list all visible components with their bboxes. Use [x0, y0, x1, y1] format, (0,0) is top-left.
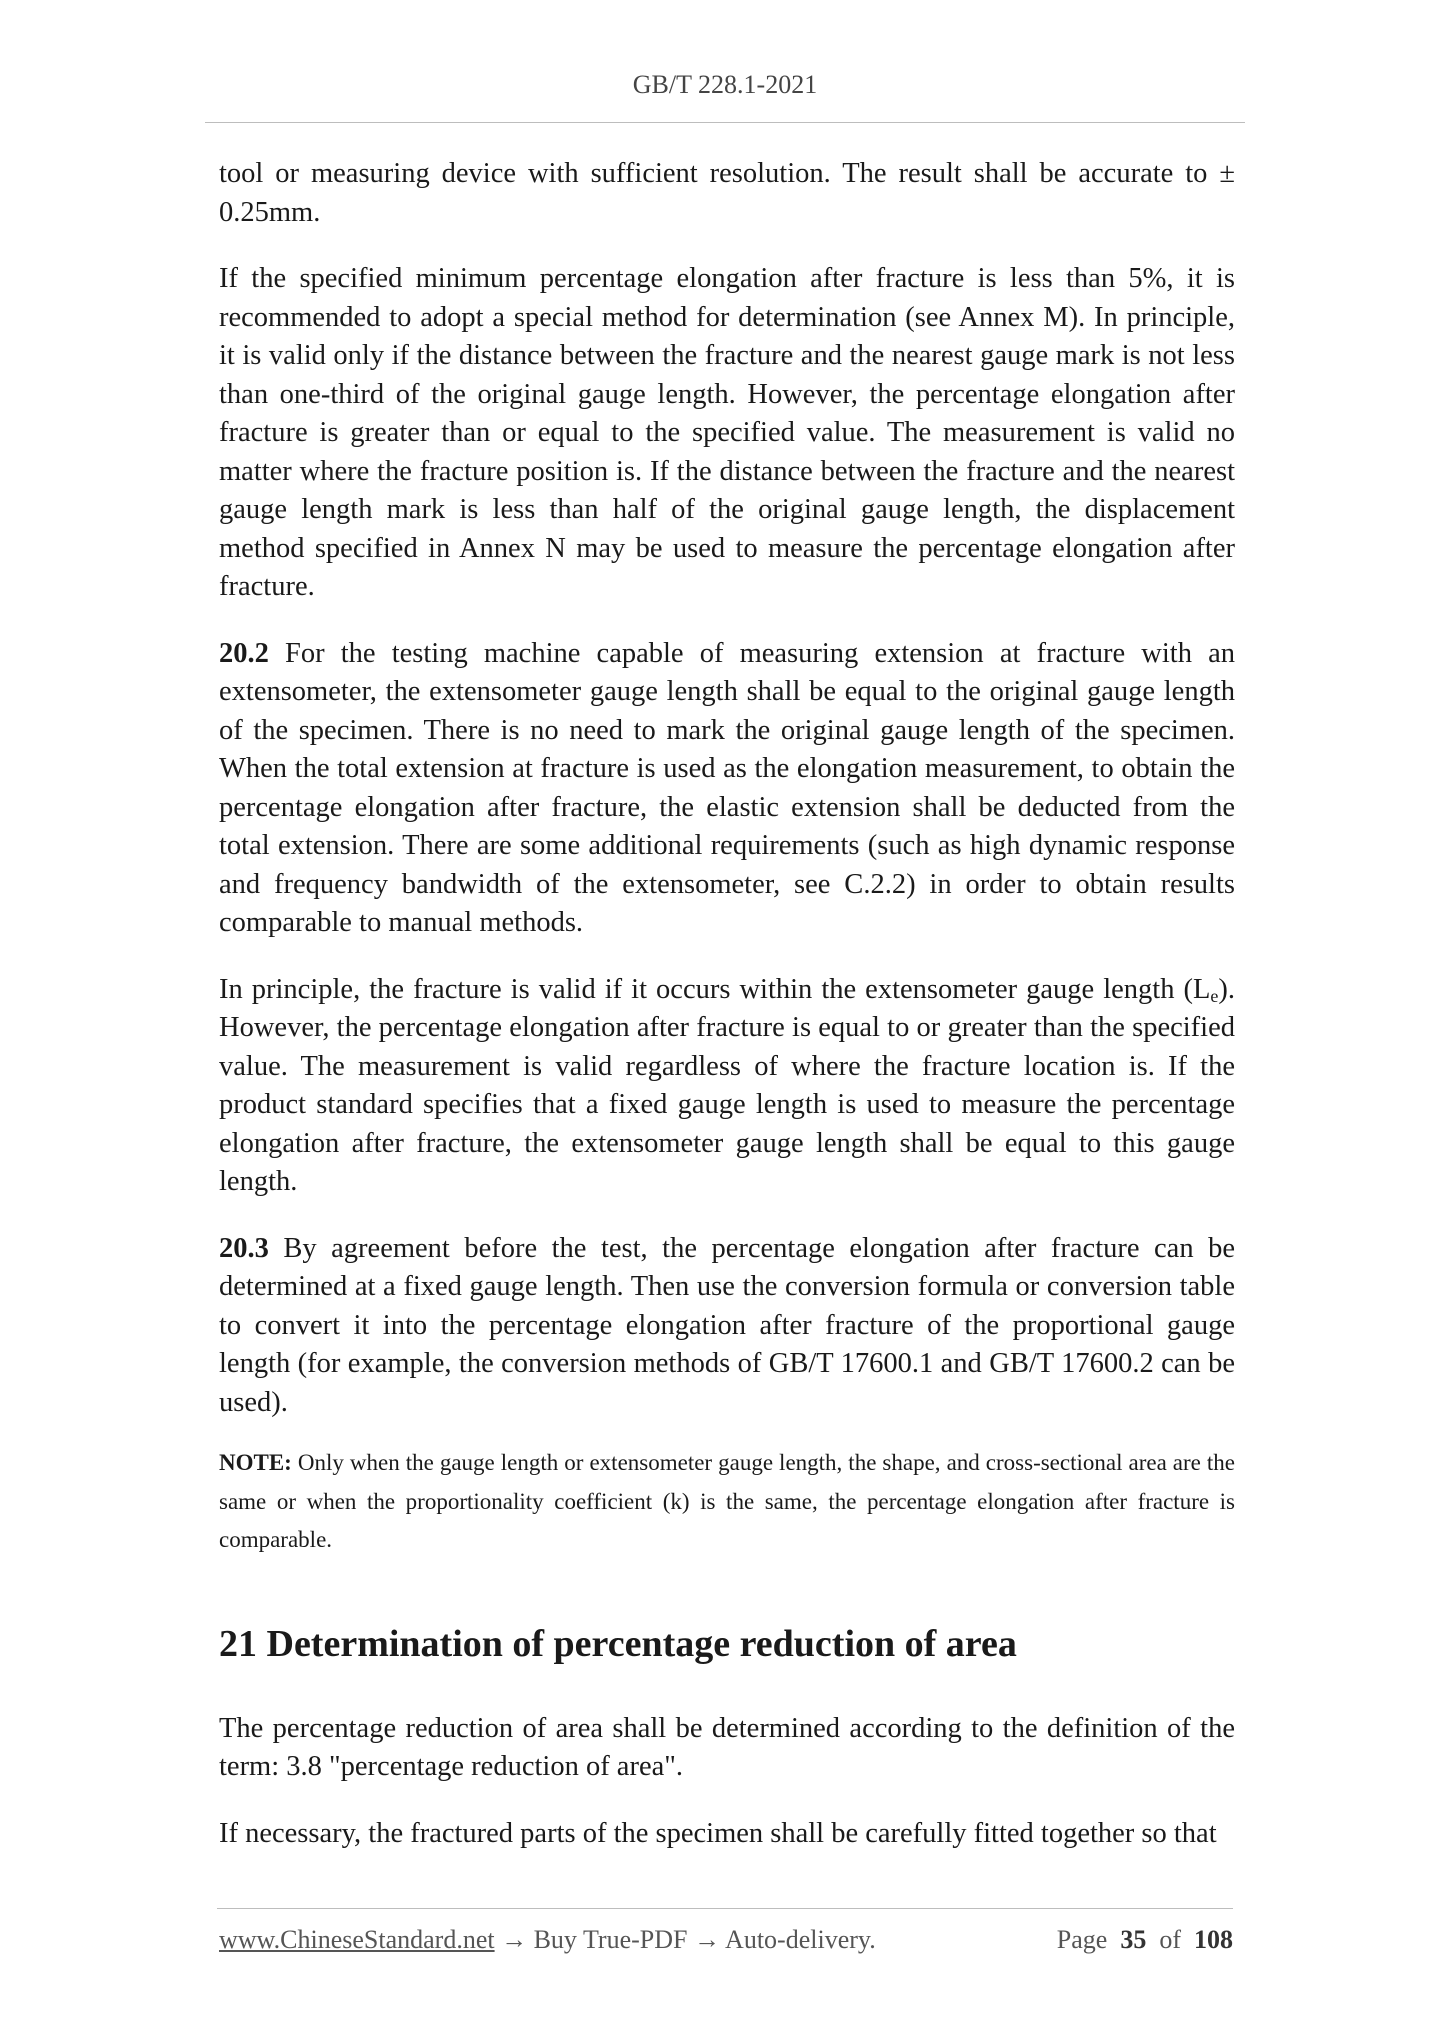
clause-number: 20.3: [219, 1232, 269, 1264]
section-heading: 21 Determination of percentage reduction of area: [219, 1622, 1017, 1665]
site-link[interactable]: www.ChineseStandard.net: [219, 1925, 495, 1954]
footer-left: [219, 1925, 876, 1955]
paragraph-6: The percentage reduction of area shall be determined according to the definition of the term: 3.8 "percentage reduction of area".: [219, 1712, 1235, 1782]
paragraph-20-3: [219, 1230, 1235, 1423]
page-number: 35: [1120, 1925, 1147, 1954]
page-indicator: [1057, 1925, 1233, 1955]
paragraph-4-text-a: In principle, the fracture is valid if it occurs within the extensometer gauge length (L: [219, 973, 1211, 1005]
document-id: GB/T 228.1-2021: [632, 70, 818, 99]
clause-text: By agreement before the test, the percentage elongation after fracture can be determined at a fixed gauge length. Then use the conversion formula or conversion table to convert it into the percentage elongation after fracture of the proportional gauge length (for example, the conversion methods of GB/T 17600.1 and GB/T 17600.2 can be used).: [219, 1232, 1235, 1418]
footer-divider: [217, 1908, 1233, 1909]
paragraph-4: [219, 971, 1235, 1202]
clause-text: For the testing machine capable of measuring extension at fracture with an extensometer, the extensometer gauge length shall be equal to the original gauge length of the specimen. There is no need to mark the original gauge length of the specimen. When the total extension at fracture is used as the elongation measurement, to obtain the percentage elongation after fracture, the elastic extension shall be deducted from the total extension. There are some additional requirements (such as high dynamic response and frequency bandwidth of the extensometer, see C.2.2) in order to obtain results comparable to manual methods.: [219, 637, 1235, 938]
page-header: [205, 70, 1245, 100]
header-divider: [205, 122, 1245, 123]
note-text: Only when the gauge length or extensometer gauge length, the shape, and cross-sectional area are the same or when the proportionality coefficient (k) is the same, the percentage elongation after fracture is comparable.: [219, 1450, 1235, 1552]
clause-number: 20.2: [219, 637, 269, 669]
paragraph-1: tool or measuring device with sufficient resolution. The result shall be accurate to ± 0.25mm.: [219, 158, 1235, 228]
paragraph-20-2: [219, 635, 1235, 943]
footer-promo: → Buy True-PDF → Auto-delivery.: [494, 1925, 876, 1954]
subscript-e: e: [1210, 985, 1219, 1006]
paragraph-2: If the specified minimum percentage elongation after fracture is less than 5%, it is recommended to adopt a special method for determination (see Annex M). In principle, it is valid only if the distance between the fracture and the nearest gauge mark is not less than one-third of the original gauge length. However, the percentage elongation after fracture is greater than or equal to the specified value. The measurement is valid no matter where the fracture position is. If the distance between the fracture and the nearest gauge length mark is less than half of the original gauge length, the displacement method specified in Annex N may be used to measure the percentage elongation after fracture.: [219, 263, 1235, 602]
page-label: Page: [1056, 1925, 1108, 1954]
note-label: NOTE:: [219, 1450, 292, 1475]
of-label: of: [1159, 1925, 1181, 1954]
note: [219, 1444, 1235, 1560]
page-total: 108: [1194, 1925, 1233, 1954]
page-body: [219, 155, 1235, 1853]
paragraph-4-text-b: ). However, the percentage elongation after fracture is equal to or greater than the specified value. The measurement is valid regardless of where the fracture location is. If the product standard specifies that a fixed gauge length is used to measure the percentage elongation after fracture, the extensometer gauge length shall be equal to this gauge length.: [219, 973, 1235, 1197]
paragraph-7: If necessary, the fractured parts of the specimen shall be carefully fitted together so that: [219, 1817, 1217, 1849]
